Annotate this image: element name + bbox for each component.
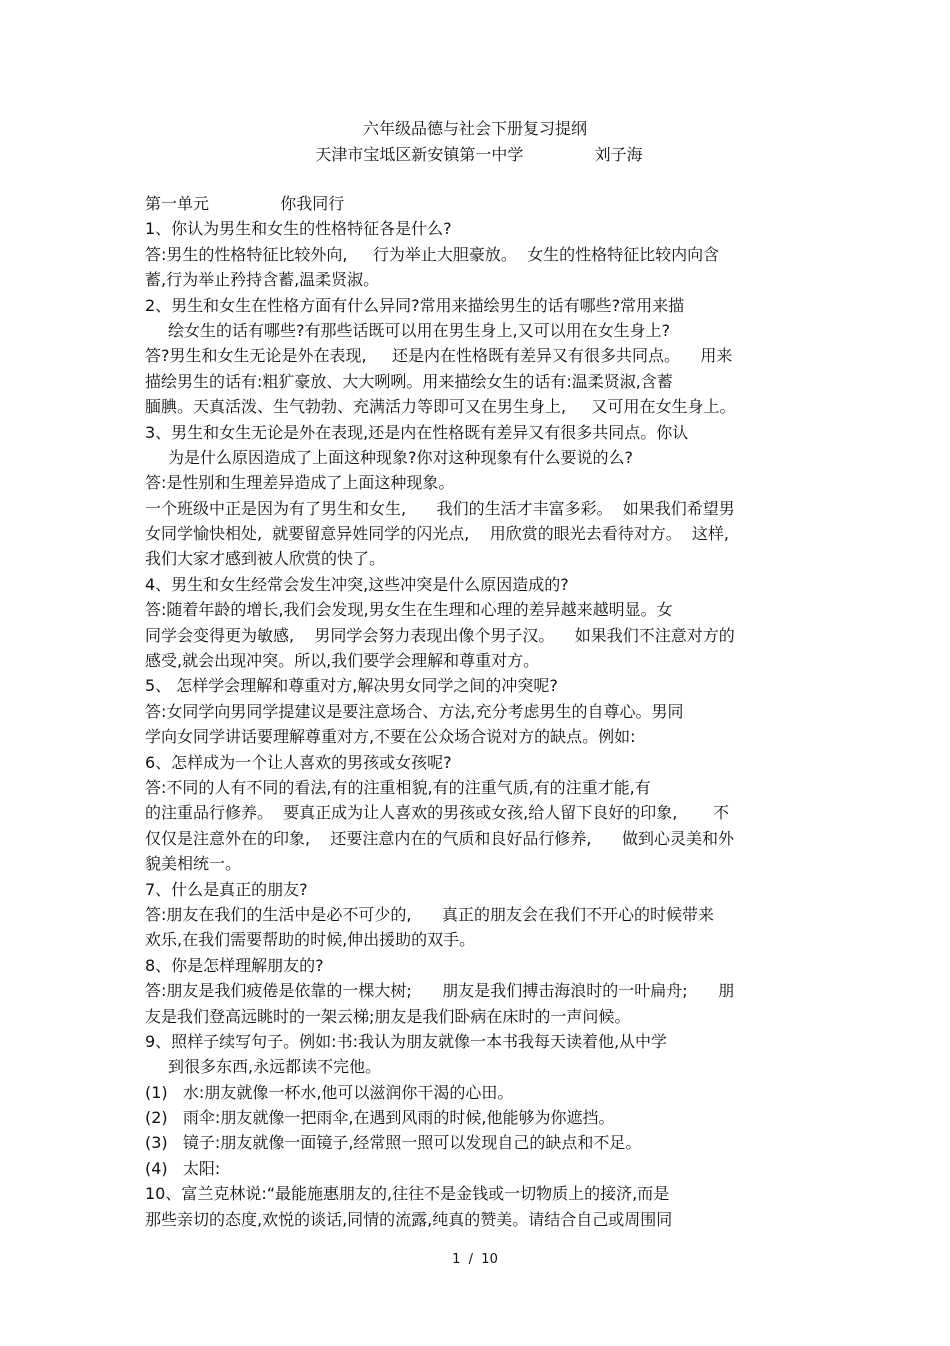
text-line: 5、 怎样学会理解和尊重对方,解决男女同学之间的冲突呢? <box>145 676 558 696</box>
text-line: 蓄,行为举止矜持含蓄,温柔贤淑。 <box>145 270 380 290</box>
text-line: 貌美相统一。 <box>145 854 242 874</box>
text-line: 我们大家才感到被人欣赏的快了。 <box>145 549 386 569</box>
text-line: (2) 雨伞:朋友就像一把雨伞,在遇到风雨的时候,他能够为你遮挡。 <box>145 1108 615 1128</box>
text-line: 答:女同学向男同学提建议是要注意场合、方法,充分考虑男生的自尊心。男同 <box>145 701 684 721</box>
text-line: 到很多东西,永远都读不完他。 <box>168 1057 382 1077</box>
text-line: 友是我们登高远眺时的一架云梯;朋友是我们卧病在床时的一声问候。 <box>145 1006 631 1026</box>
text-line: 一个班级中正是因为有了男生和女生, 我们的生活才丰富多彩。 如果我们希望男 <box>145 498 735 518</box>
text-line: 答:男生的性格特征比较外向, 行为举止大胆豪放。 女生的性格特征比较内向含 <box>145 244 720 264</box>
text-line: 的注重品行修养。 要真正成为让人喜欢的男孩或女孩,给人留下良好的印象, 不 <box>145 803 729 823</box>
text-line: 那些亲切的态度,欢悦的谈话,同情的流露,纯真的赞美。请结合自己或周围同 <box>145 1209 673 1229</box>
text-line: 10、富兰克林说:“最能施惠朋友的,往往不是金钱或一切物质上的接济,而是 <box>145 1184 670 1204</box>
text-line: 6、怎样成为一个让人喜欢的男孩或女孩呢? <box>145 752 452 772</box>
text-line: 答:朋友是我们疲倦是依靠的一棵大树; 朋友是我们搏击海浪时的一叶扁舟; 朋 <box>145 981 735 1001</box>
text-line: 7、什么是真正的朋友? <box>145 879 308 899</box>
text-line: (4) 太阳: <box>145 1158 221 1178</box>
text-line: 2、男生和女生在性格方面有什么异同?常用来描绘男生的话有哪些?常用来描 <box>145 295 685 315</box>
text-line: 答:随着年龄的增长,我们会发现,男女生在生理和心理的差异越来越明显。女 <box>145 600 673 620</box>
text-line: 为是什么原因造成了上面这种现象?你对这种现象有什么要说的么? <box>168 447 633 467</box>
text-line: 同学会变得更为敏感, 男同学会努力表现出像个男子汉。 如果我们不注意对方的 <box>145 625 735 645</box>
text-line: 4、男生和女生经常会发生冲突,这些冲突是什么原因造成的? <box>145 574 569 594</box>
text-line: 9、照样子续写句子。例如:书:我认为朋友就像一本书我每天读着他,从中学 <box>145 1031 668 1051</box>
text-line: (3) 镜子:朋友就像一面镜子,经常照一照可以发现自己的缺点和不足。 <box>145 1133 642 1153</box>
text-line: 感受,就会出现冲突。所以,我们要学会理解和尊重对方。 <box>145 651 540 671</box>
text-line: 3、男生和女生无论是外在表现,还是内在性格既有差异又有很多共同点。你认 <box>145 422 689 442</box>
text-line: 答:朋友在我们的生活中是必不可少的, 真正的朋友会在我们不开心的时候带来 <box>145 904 714 924</box>
text-line: 欢乐,在我们需要帮助的时候,伸出援助的双手。 <box>145 930 476 950</box>
text-line: 8、你是怎样理解朋友的? <box>145 955 324 975</box>
text-line: 1、你认为男生和女生的性格特征各是什么? <box>145 219 452 239</box>
text-line: (1) 水:朋友就像一杯水,他可以滋润你干渴的心田。 <box>145 1082 514 1102</box>
author-line: 天津市宝坻区新安镇第一中学 刘子海 <box>315 145 643 164</box>
text-line: 学向女同学讲话要理解尊重对方,不要在公众场合说对方的缺点。例如: <box>145 727 636 747</box>
text-line: 描绘男生的话有:粗犷豪放、大大咧咧。用来描绘女生的话有:温柔贤淑,含蓄 <box>145 371 673 391</box>
text-line: 第一单元 你我同行 <box>145 194 345 213</box>
text-line: 答?男生和女生无论是外在表现, 还是内在性格既有差异又有很多共同点。 用来 <box>145 346 733 366</box>
document-body <box>145 191 815 1232</box>
text-line: 答:不同的人有不同的看法,有的注重相貌,有的注重气质,有的注重才能,有 <box>145 777 651 797</box>
document-title: 六年级品德与社会下册复习提纲 <box>362 119 587 138</box>
text-line: 绘女生的话有哪些?有那些话既可以用在男生身上,又可以用在女生身上? <box>168 320 671 340</box>
page-number: 1 / 10 <box>452 1252 498 1267</box>
text-line: 腼腆。天真活泼、生气勃勃、充满活力等即可又在男生身上, 又可用在女生身上。 <box>145 397 736 417</box>
text-line: 仅仅是注意外在的印象, 还要注意内在的气质和良好品行修养, 做到心灵美和外 <box>145 828 735 848</box>
text-line: 女同学愉快相处, 就要留意异姓同学的闪光点, 用欣赏的眼光去看待对方。 这样, <box>145 524 729 544</box>
text-line: 答:是性别和生理差异造成了上面这种现象。 <box>145 473 455 493</box>
